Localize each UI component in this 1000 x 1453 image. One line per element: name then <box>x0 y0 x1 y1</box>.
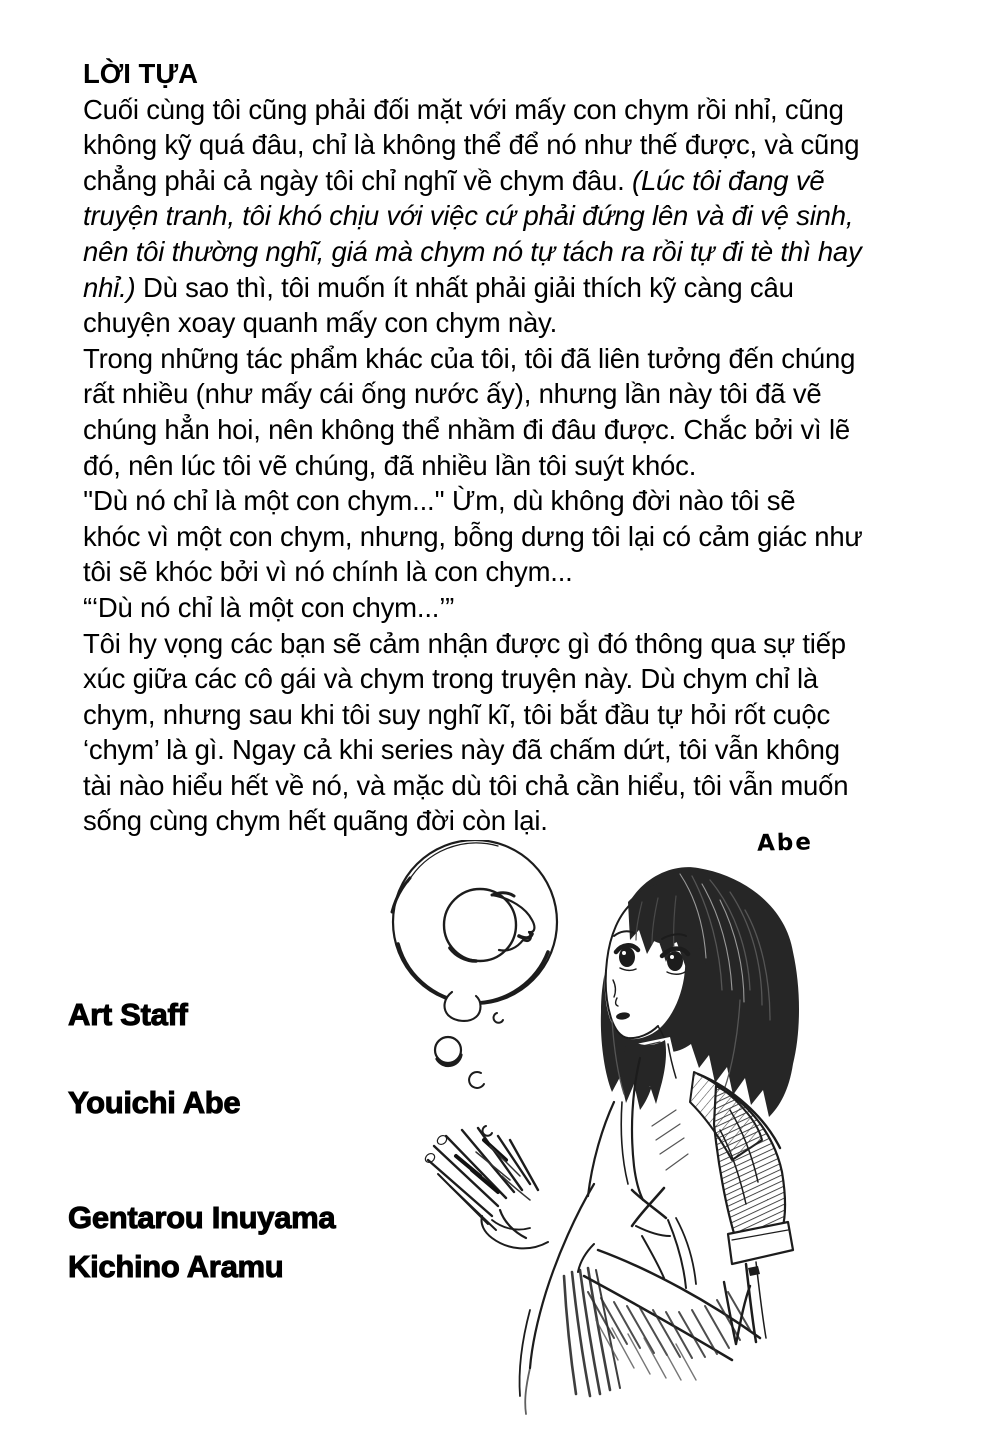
preface-line <box>83 661 953 697</box>
preface-line <box>83 697 953 733</box>
artist-signature: Abe <box>756 829 814 857</box>
preface-line <box>83 483 953 519</box>
torso-left-outline <box>525 1368 530 1414</box>
right-iris <box>667 951 683 971</box>
preface-line <box>83 341 953 377</box>
credit-name-youichi-abe: Youichi Abe <box>68 1085 241 1120</box>
preface-segment: chẳng phải cả ngày tôi chỉ nghĩ về chym đâu. <box>83 164 632 196</box>
preface-line <box>83 519 953 555</box>
preface-segment: Tôi hy vọng các bạn sẽ cảm nhận được gì đó thông qua sự tiếp <box>83 627 846 659</box>
preface-segment: Dù sao thì, tôi muốn ít nhất phải giải thích kỹ càng câu <box>135 271 794 303</box>
preface-line <box>83 163 953 199</box>
preface-line <box>83 768 953 804</box>
preface-line <box>83 554 953 590</box>
preface-segment-italic: nhỉ.) <box>83 271 136 303</box>
preface-line <box>83 270 953 306</box>
preface-segment: sống cùng chym hết quãng đời còn lại. <box>83 805 548 837</box>
preface-line <box>83 234 953 270</box>
preface-segment: Cuối cùng tôi cũng phải đối mặt với mấy con chym rồi nhỉ, cũng <box>83 93 844 125</box>
preface-line <box>83 305 953 341</box>
cupped-hands <box>424 1128 548 1248</box>
preface-line <box>83 626 953 662</box>
preface-text-block <box>83 56 953 839</box>
preface-segment: tài nào hiểu hết về nó, và mặc dù tôi chả cần hiểu, tôi vẫn muốn <box>83 769 849 801</box>
preface-segment-italic: nên tôi thường nghĩ, giá mà chym nó tự tách ra rồi tự đi tè thì hay <box>83 235 862 267</box>
preface-segment: tôi sẽ khóc bởi vì nó chính là con chym... <box>83 556 573 588</box>
preface-segment: khóc vì một con chym, nhưng, bỗng dưng tôi lại có cảm giác như <box>83 520 863 552</box>
preface-line <box>83 732 953 768</box>
preface-segment: “‘Dù nó chỉ là một con chym...’” <box>83 591 455 623</box>
preface-segment: ‘chym’ là gì. Ngay cả khi series này đã chấm dứt, tôi vẫn không <box>83 734 840 766</box>
left-iris <box>619 947 635 967</box>
thumb <box>500 1210 526 1238</box>
preface-line <box>83 198 953 234</box>
preface-line <box>83 412 953 448</box>
preface-segment-italic: (Lúc tôi đang vẽ <box>632 164 825 196</box>
preface-segment-italic: truyện tranh, tôi khó chịu với việc cứ phải đứng lên và đi vệ sinh, <box>83 200 854 232</box>
preface-segment: ''Dù nó chỉ là một con chym...'' Ừm, dù không đời nào tôi sẽ <box>83 485 796 517</box>
preface-line <box>83 803 953 839</box>
preface-line <box>83 92 953 128</box>
preface-line <box>83 448 953 484</box>
preface-segment: không kỹ quá đâu, chỉ là không thể để nó như thế được, và cũng <box>83 129 860 161</box>
chest-hatch <box>652 1110 688 1170</box>
preface-heading: LỜI TỰA <box>83 58 199 89</box>
preface-line <box>83 127 953 163</box>
preface-segment: xúc giữa các cô gái và chym trong truyện này. Dù chym chỉ là <box>83 663 818 695</box>
left-shoulder-outline <box>588 1102 614 1196</box>
preface-segment: Trong những tác phẩm khác của tôi, tôi đã liên tưởng đến chúng <box>83 342 856 374</box>
credit-name-gentarou-inuyama: Gentarou Inuyama <box>68 1200 336 1235</box>
preface-segment: chúng hẳn hoi, nên không thể nhầm đi đâu được. Chắc bởi vì lẽ <box>83 413 850 445</box>
thought-bubble <box>392 840 557 1021</box>
finger-shadows <box>456 1140 506 1192</box>
credit-name-kichino-aramu: Kichino Aramu <box>68 1249 284 1284</box>
preface-segment: chuyện xoay quanh mấy con chym này. <box>83 307 558 339</box>
girl-sketch-illustration <box>380 840 980 1453</box>
preface-segment: đó, nên lúc tôi vẽ chúng, đã nhiều lần tôi suýt khóc. <box>83 449 697 481</box>
neckerchief-knot <box>632 1188 696 1288</box>
preface-segment: rất nhiều (như mấy cái ống nước ấy), nhưng lần này tôi đã vẽ <box>83 378 822 410</box>
preface-line <box>83 590 953 626</box>
bubble-attachment <box>445 992 481 1021</box>
bubble-trail <box>435 1013 503 1136</box>
credits-heading: Art Staff <box>68 997 188 1032</box>
preface-lines <box>83 92 953 839</box>
preface-line <box>83 376 953 412</box>
preface-segment: chym, nhưng sau khi tôi suy nghĩ kĩ, tôi bắt đầu tự hỏi rốt cuộc <box>83 698 831 730</box>
